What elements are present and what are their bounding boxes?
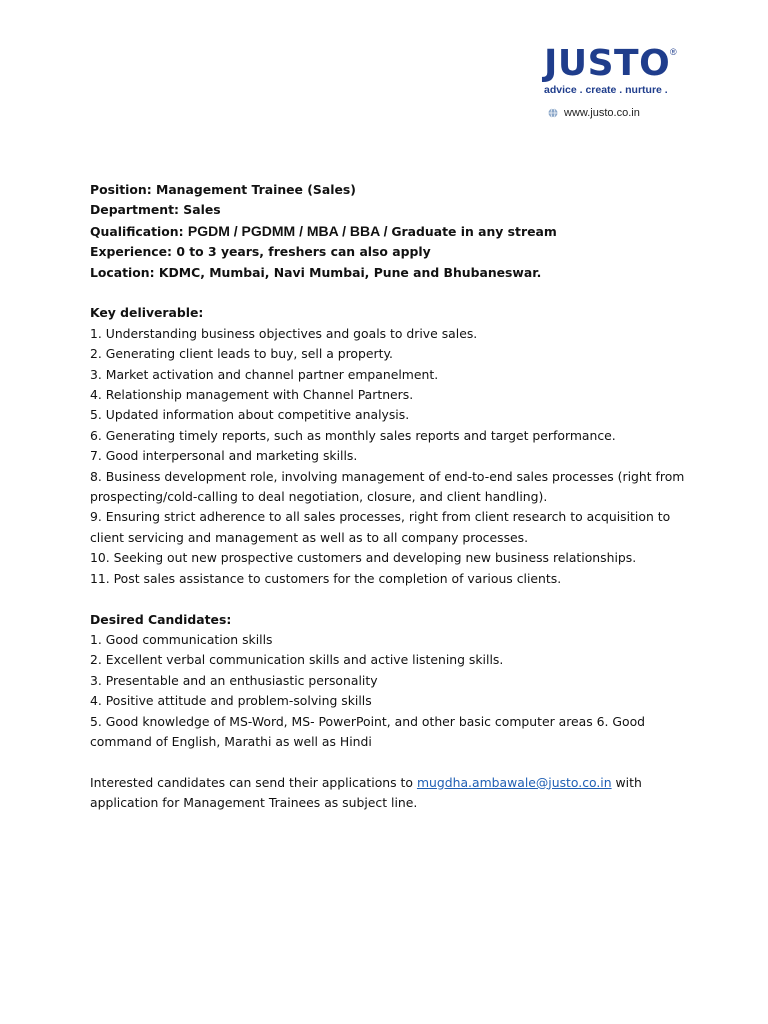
list-item: 3. Market activation and channel partner empanelment.	[90, 366, 439, 382]
website-url[interactable]: www.justo.co.in	[564, 107, 640, 119]
application-subject-line: application for Management Trainees as subject line.	[90, 795, 418, 811]
logo-tagline: advice . create . nurture .	[544, 84, 668, 96]
list-item: 2. Excellent verbal communication skills and active listening skills.	[90, 652, 504, 668]
list-item: 11. Post sales assistance to customers for the completion of various clients.	[90, 570, 562, 586]
registered-mark: ®	[670, 47, 677, 57]
qualification-label: Qualification:	[90, 223, 188, 239]
qualification-line	[90, 221, 690, 242]
list-item: 6. Generating timely reports, such as monthly sales reports and target performance.	[90, 427, 616, 443]
list-item: 1. Understanding business objectives and goals to drive sales.	[90, 325, 478, 341]
department-line: Department: Sales	[90, 202, 221, 218]
list-item: 7. Good interpersonal and marketing skills.	[90, 448, 358, 464]
list-item: command of English, Marathi as well as Hindi	[90, 733, 372, 749]
list-item: client servicing and management as well as to all company processes.	[90, 529, 529, 545]
position-line: Position: Management Trainee (Sales)	[90, 182, 356, 197]
list-item: 10. Seeking out new prospective customers and developing new business relationships.	[90, 550, 637, 566]
globe-icon	[548, 108, 558, 118]
list-item: 8. Business development role, involving management of end-to-end sales processes (right from	[90, 468, 685, 484]
application-line	[90, 773, 690, 793]
job-description	[90, 180, 690, 814]
experience-line: Experience: 0 to 3 years, freshers can also apply	[90, 244, 431, 260]
spacer	[90, 283, 690, 303]
list-item: 9. Ensuring strict adherence to all sales processes, right from client research to acquisition to	[90, 509, 671, 525]
list-item: 4. Relationship management with Channel Partners.	[90, 387, 414, 403]
list-item: prospecting/cold-calling to deal negotiation, closure, and client handling).	[90, 489, 548, 505]
list-item: 4. Positive attitude and problem-solving skills	[90, 693, 372, 709]
list-item: 5. Updated information about competitive analysis.	[90, 407, 410, 423]
company-logo	[544, 44, 684, 96]
spacer	[90, 752, 690, 772]
application-text-after: with	[611, 774, 642, 790]
spacer	[90, 589, 690, 609]
list-item: 1. Good communication skills	[90, 631, 273, 647]
qualification-degrees: PGDM / PGDMM / MBA / BBA /	[187, 222, 392, 239]
application-text: Interested candidates can send their applications to	[90, 774, 417, 790]
logo-text: JUSTO	[544, 43, 671, 84]
list-item: 5. Good knowledge of MS-Word, MS- PowerPoint, and other basic computer areas 6. Good	[90, 713, 646, 729]
location-line: Location: KDMC, Mumbai, Navi Mumbai, Pune and Bhubaneswar.	[90, 264, 542, 280]
key-deliverable-heading: Key deliverable:	[90, 305, 204, 321]
list-item: 3. Presentable and an enthusiastic personality	[90, 672, 378, 688]
qualification-rest: Graduate in any stream	[391, 223, 557, 239]
website-row	[548, 107, 640, 119]
desired-candidates-heading: Desired Candidates:	[90, 611, 232, 627]
email-link[interactable]: mugdha.ambawale@justo.co.in	[416, 774, 612, 790]
list-item: 2. Generating client leads to buy, sell a property.	[90, 346, 393, 362]
